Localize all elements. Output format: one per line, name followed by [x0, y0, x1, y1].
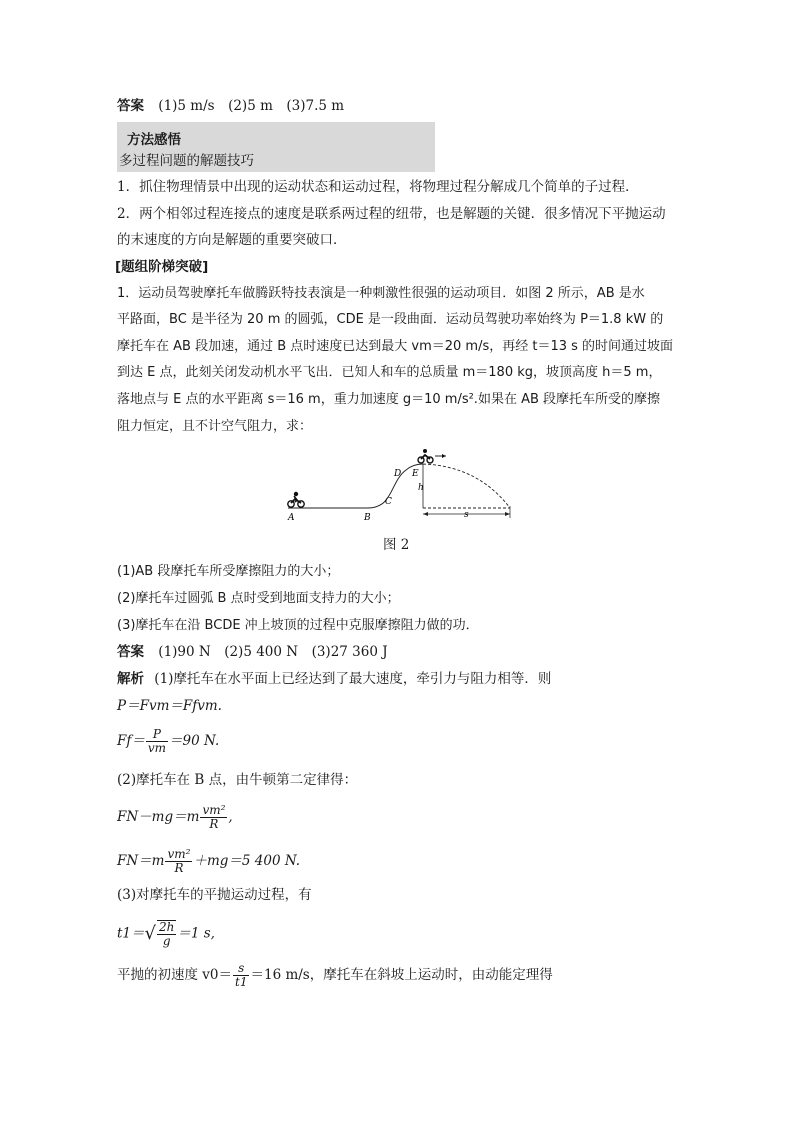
label-b: B: [364, 513, 371, 523]
method-callout-box: [117, 122, 435, 172]
label-s: s: [464, 510, 469, 520]
question-1: (1)AB 段摩托车所受摩擦阻力的大小；: [117, 564, 340, 579]
velocity-arrowhead: [442, 454, 446, 458]
sqrt-sign-icon: √: [144, 923, 156, 944]
answer-line-1: [117, 97, 344, 115]
question-3: (3)摩托车在沿 BCDE 冲上坡顶的过程中克服摩擦阻力做的功．: [117, 618, 479, 633]
analysis-label: 解析: [117, 671, 144, 687]
label-c: C: [385, 497, 392, 507]
projectile-path: [423, 464, 510, 508]
eq2-num: P: [146, 728, 168, 742]
eq5-fraction: [157, 920, 176, 948]
s-arrow-left: [423, 512, 428, 516]
analysis-line-2: (2)摩托车在 B 点，由牛顿第二定律得：: [117, 772, 358, 788]
equation-normal-force: [117, 848, 300, 875]
eq2-right: ＝90 N.: [169, 733, 220, 749]
tip-1: 1．抓住物理情景中出现的运动状态和运动过程，将物理过程分解成几个简单的子过程．: [117, 179, 639, 195]
eq3-num: vm²: [202, 803, 226, 817]
answer-line-2: [117, 643, 388, 661]
eq5-right: ＝1 s,: [177, 925, 215, 942]
eq2-den: vm: [147, 741, 167, 755]
eq3-den: R: [209, 817, 219, 831]
eq4-fraction: [165, 848, 192, 875]
line4-num: s: [233, 962, 249, 976]
eq3-left: FN－mg＝m: [117, 809, 200, 825]
method-subtitle: 多过程问题的解题技巧: [119, 153, 254, 169]
label-d: D: [394, 469, 402, 479]
answer-text-2: (1)90 N (2)5 400 N (3)27 360 J: [158, 644, 388, 660]
problem-line-3: 摩托车在 AB 段加速，通过 B 点时速度已达到最大 vm＝20 m/s，再经 t＝13 s 的时间通过坡面: [117, 339, 674, 354]
eq3-right: ,: [228, 809, 233, 825]
problem-line-6: 阻力恒定，且不计空气阻力，求：: [117, 419, 313, 434]
analysis-line-1: [117, 670, 551, 688]
line4-den: t1: [235, 975, 248, 989]
eq2-fraction: [146, 728, 168, 755]
problem-line-5: 落地点与 E 点的水平距离 s＝16 m，重力加速度 g＝10 m/s².如果在 AB 段摩托车所受的摩擦: [117, 392, 661, 407]
eq4-num: vm²: [167, 847, 191, 861]
problem-line-1: 1．运动员驾驶摩托车做腾跃特技表演是一种刺激性很强的运动项目．如图 2 所示，AB 是水: [117, 286, 645, 301]
line4-a: 平抛的初速度 v0＝: [117, 967, 233, 983]
analysis-line-4: [117, 962, 553, 989]
eq2-left: Ff＝: [117, 733, 145, 749]
section-title: [题组阶梯突破]: [115, 259, 209, 275]
problem-line-4: 到达 E 点，此刻关闭发动机水平飞出．已知人和车的总质量 m＝180 kg，坡顶高度 h＝5 m，: [117, 365, 662, 380]
equation-power: P＝Fvm＝Ffvm.: [117, 698, 222, 714]
analysis-line-3: (3)对摩托车的平抛运动过程，有: [117, 887, 312, 903]
label-a: A: [288, 513, 295, 523]
motorcycle-a-icon: [288, 492, 304, 507]
eq5-left: t1＝: [117, 925, 145, 942]
analysis-text-1: (1)摩托车在水平面上已经达到了最大速度，牵引力与阻力相等．则: [154, 671, 552, 687]
problem-line-2: 平路面，BC 是半径为 20 m 的圆弧，CDE 是一段曲面．运动员驾驶功率始终为 P＝1.8 kW 的: [117, 312, 664, 327]
eq5-den: g: [162, 934, 171, 948]
figure-caption: 图 2: [383, 537, 410, 553]
eq3-fraction: [200, 804, 227, 831]
equation-time: [117, 920, 215, 948]
answer-label: 答案: [117, 98, 144, 114]
label-h: h: [418, 483, 424, 493]
label-e: E: [412, 469, 419, 479]
eq4-left: FN＝m: [117, 853, 165, 869]
answer-label-2: 答案: [117, 644, 144, 660]
figure-2-diagram: [278, 448, 518, 528]
s-arrow-right: [505, 512, 510, 516]
tip-2: 2．两个相邻过程连接点的速度是联系两过程的纽带，也是解题的关键．很多情况下平抛运动: [117, 206, 666, 222]
line4-fraction: [233, 962, 249, 989]
equation-friction: [117, 728, 219, 755]
tip-2-cont: 的末速度的方向是解题的重要突破口．: [117, 232, 347, 248]
eq5-num: 2h: [159, 920, 175, 934]
eq4-den: R: [174, 861, 184, 875]
equation-newton: [117, 804, 233, 831]
motorcycle-e-icon: [418, 449, 433, 463]
question-2: (2)摩托车过圆弧 B 点时受到地面支持力的大小；: [117, 591, 400, 606]
answer-text: (1)5 m/s (2)5 m (3)7.5 m: [158, 98, 345, 114]
eq4-right: ＋mg＝5 400 N.: [193, 853, 301, 869]
method-title: 方法感悟: [127, 132, 181, 148]
line4-b: ＝16 m/s，摩托车在斜坡上运动时，由动能定理得: [250, 967, 553, 983]
